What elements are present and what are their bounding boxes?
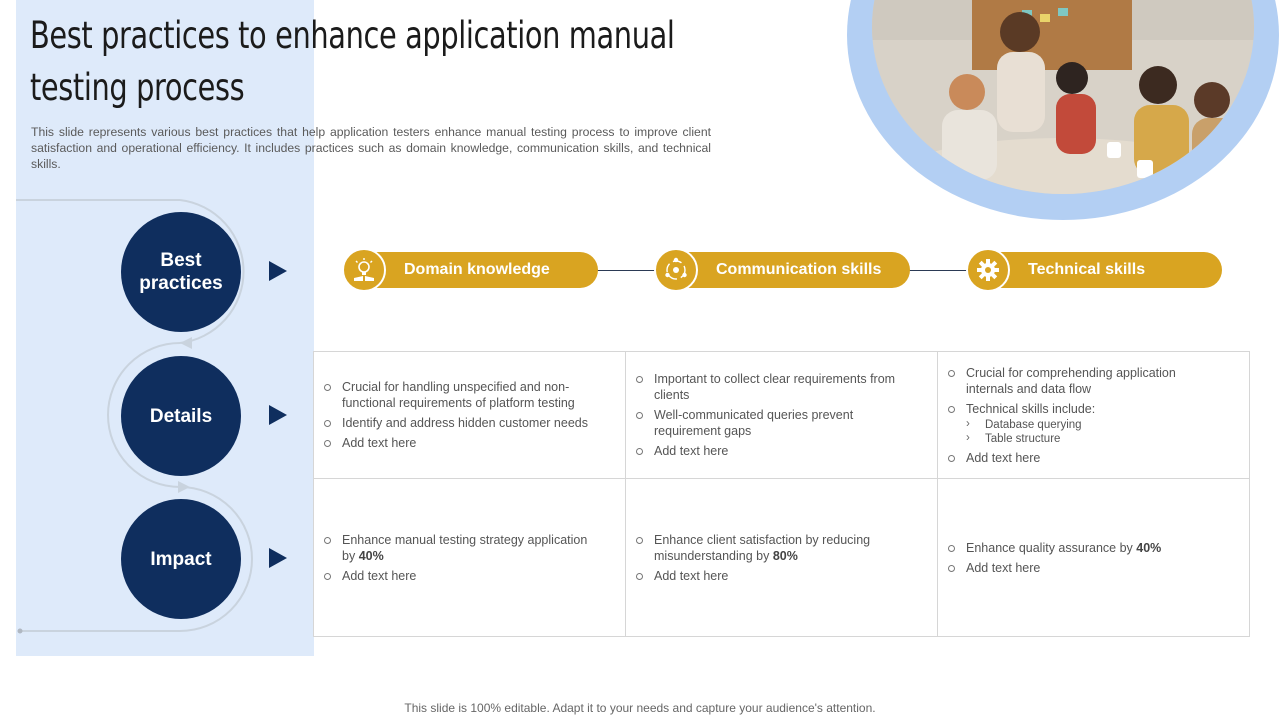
impact-value: 40% <box>1136 540 1162 555</box>
communication-skills-pill <box>656 252 910 288</box>
impact-text: Enhance manual testing strategy application by <box>342 532 588 563</box>
sub-list-item: › Database querying <box>966 418 1221 432</box>
list-item-text: Technical skills include: <box>966 401 1096 416</box>
list-item: Add text here <box>948 560 1221 576</box>
row-arrow-best-practices <box>269 261 287 281</box>
impact-value: 40% <box>358 548 384 563</box>
details-domain-cell <box>314 352 626 479</box>
technical-skills-pill <box>968 252 1222 288</box>
best-practices-label-line1: Best <box>160 250 202 271</box>
communication-skills-label: Communication skills <box>716 261 882 278</box>
list-item: Well-communicated queries prevent requirement gaps <box>636 407 909 439</box>
footer-note: This slide is 100% editable. Adapt it to your needs and capture your audience's attention. <box>404 701 876 715</box>
impact-text: Enhance quality assurance by <box>966 540 1137 555</box>
impact-circle <box>121 499 241 619</box>
list-item: Add text here <box>324 568 597 584</box>
row-arrow-details <box>269 405 287 425</box>
impact-technical-cell <box>938 479 1249 636</box>
list-item <box>948 401 1221 446</box>
list-item: Add text here <box>636 443 909 459</box>
list-item: Important to collect clear requirements from clients <box>636 371 909 403</box>
best-practices-circle <box>121 212 241 332</box>
best-practices-label-line2: practices <box>139 273 223 294</box>
gear-icon <box>966 248 1010 292</box>
details-label: Details <box>149 405 213 427</box>
technical-skills-label: Technical skills <box>1028 261 1146 278</box>
list-item: Add text here <box>324 435 597 451</box>
list-item <box>636 532 909 564</box>
details-technical-cell <box>938 352 1249 479</box>
pill-connector-1 <box>597 270 657 271</box>
impact-label: Impact <box>150 548 212 570</box>
page-subtitle: This slide represents various best practices that help application testers enhance manual testing process to improve client satisfaction and operational efficiency. It includes practices such as domain knowledge, communication skills, and technical skills. <box>31 125 711 171</box>
sub-list-item: › Table structure <box>966 432 1221 446</box>
list-item: Add text here <box>636 568 909 584</box>
list-item: Identify and address hidden customer needs <box>324 415 597 431</box>
domain-knowledge-pill <box>344 252 598 288</box>
details-circle <box>121 356 241 476</box>
list-item: Crucial for comprehending application internals and data flow <box>948 365 1221 397</box>
page-title: Best practices to enhance application manual testing process <box>30 14 675 109</box>
impact-domain-cell <box>314 479 626 636</box>
team-cycle-icon <box>654 248 698 292</box>
list-item: Add text here <box>948 450 1221 466</box>
practices-table <box>313 351 1250 637</box>
domain-knowledge-label: Domain knowledge <box>404 261 550 278</box>
lightbulb-icon <box>342 248 386 292</box>
list-item <box>324 532 597 564</box>
impact-communication-cell <box>626 479 938 636</box>
list-item <box>948 540 1221 556</box>
details-communication-cell <box>626 352 938 479</box>
pill-connector-2 <box>909 270 969 271</box>
list-item: Crucial for handling unspecified and non-functional requirements of platform testing <box>324 379 597 411</box>
impact-text: Enhance client satisfaction by reducing misunderstanding by <box>654 532 871 563</box>
row-arrow-impact <box>269 548 287 568</box>
impact-value: 80% <box>772 548 798 563</box>
